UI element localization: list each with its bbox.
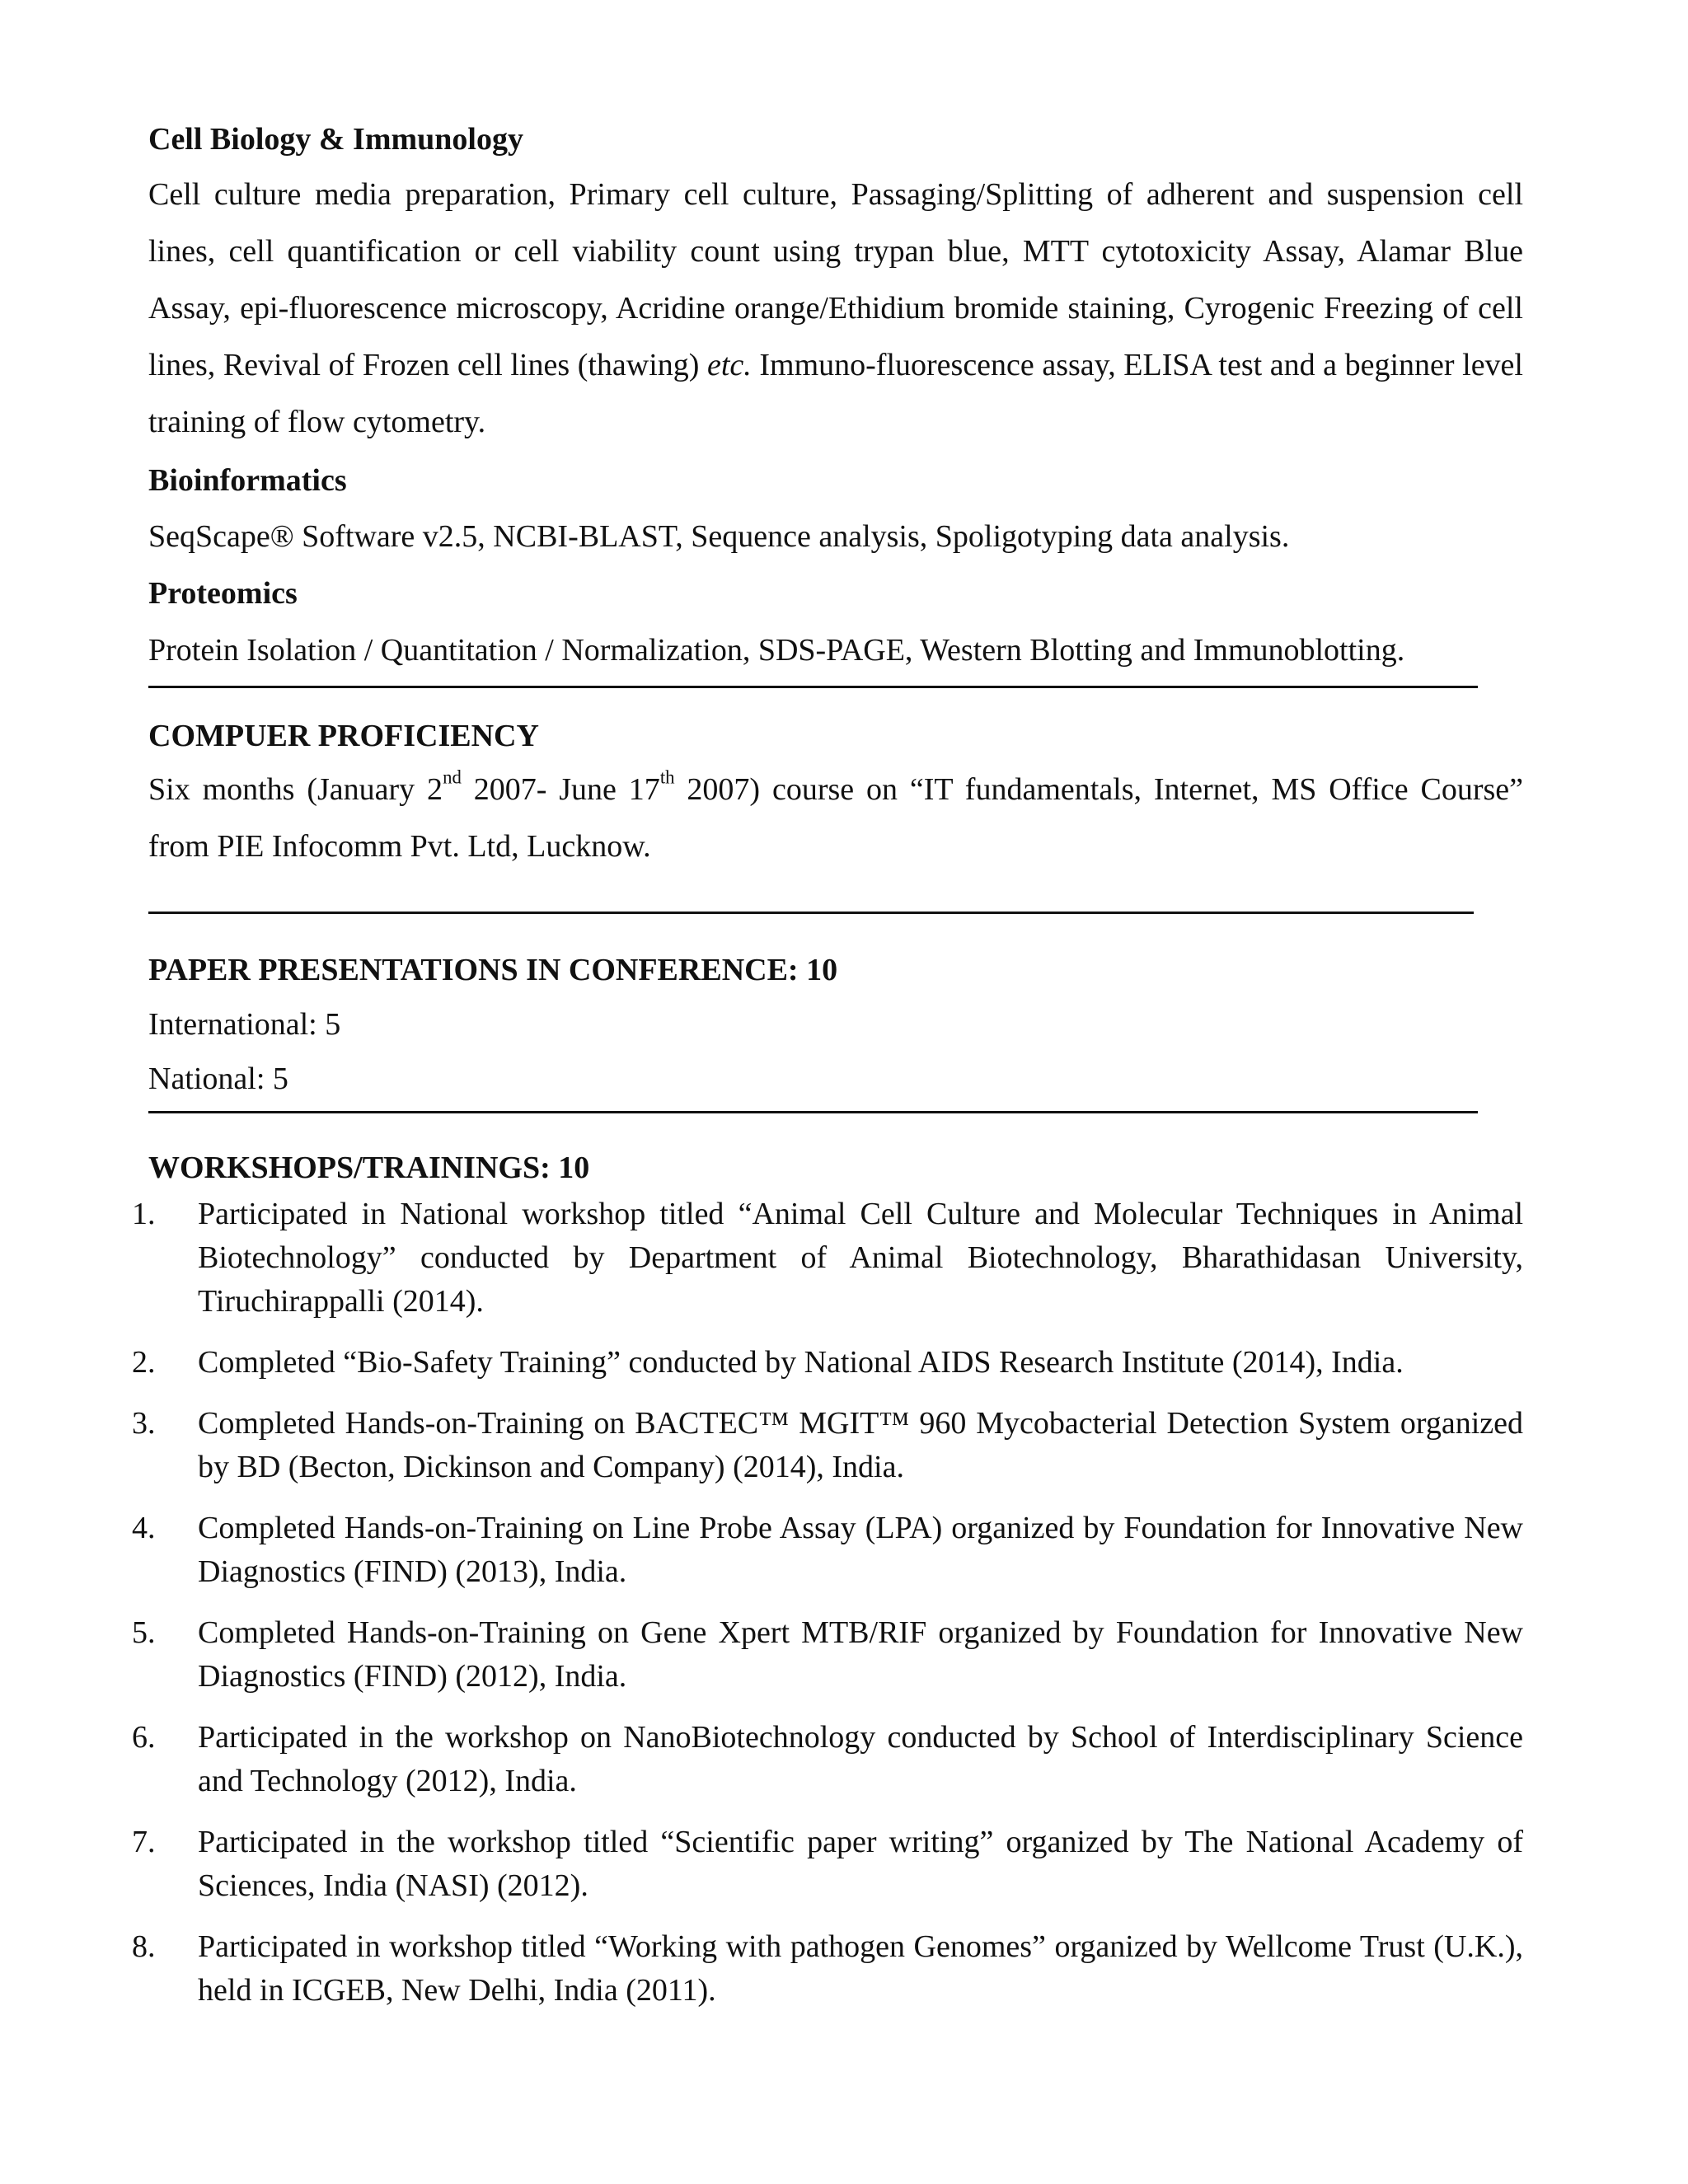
section-divider: [148, 686, 1478, 688]
cp-superscript-th: th: [659, 766, 675, 788]
list-item-text: Completed Hands-on-Training on Gene Xpert MTB/RIF organized by Foundation for Innovative New Diagnostics (FIND) (2012), India.: [198, 1615, 1523, 1694]
cp-text-part2: 2007- June 17: [461, 772, 660, 807]
section-heading-cell-biology: Cell Biology & Immunology: [148, 122, 523, 157]
cell-biology-text-etc: etc.: [707, 348, 752, 382]
section-heading-proteomics: Proteomics: [148, 576, 298, 611]
section-divider: [148, 1111, 1478, 1113]
list-item: [132, 1821, 1523, 1908]
section-heading-workshops: WORKSHOPS/TRAININGS: 10: [148, 1151, 590, 1185]
list-item-number: 6.: [132, 1720, 156, 1755]
list-item-number: 2.: [132, 1345, 156, 1380]
cell-biology-text-main: Cell culture media preparation, Primary cell culture, Passaging/Splitting of adherent and suspension cell lines, cell quantification or cell viability count using trypan blue, MTT cytotoxicity Assay, Alamar Blue Assay, epi-fluorescence microscopy, Acridine orange/Ethidium bromide staining, Cyrogenic Freezing of cell lines, Revival of Frozen cell lines (thawing): [148, 177, 1523, 382]
list-item: [132, 1402, 1523, 1489]
list-item: [132, 1193, 1523, 1324]
bioinformatics-text: SeqScape® Software v2.5, NCBI-BLAST, Sequence analysis, Spoligotyping data analysis.: [148, 519, 1290, 554]
cp-text-part3: 2007) course on “IT fundamentals, Internet, MS Office Course” from PIE Infocomm Pvt. Ltd, Lucknow.: [148, 772, 1523, 864]
list-item-text: Completed “Bio-Safety Training” conducted by National AIDS Research Institute (2014), India.: [198, 1345, 1404, 1380]
section-heading-computer-proficiency: COMPUER PROFICIENCY: [148, 719, 539, 753]
list-item-number: 7.: [132, 1825, 156, 1859]
list-item: [132, 1925, 1523, 2013]
list-item-text: Participated in workshop titled “Working with pathogen Genomes” organized by Wellcome Trust (U.K.), held in ICGEB, New Delhi, India (2011).: [198, 1929, 1523, 2008]
proteomics-text: Protein Isolation / Quantitation / Normalization, SDS-PAGE, Western Blotting and Immunoblotting.: [148, 633, 1405, 668]
list-item-text: Participated in the workshop on NanoBiotechnology conducted by School of Interdisciplinary Science and Technology (2012), India.: [198, 1720, 1523, 1798]
computer-proficiency-text: [148, 762, 1523, 875]
list-item-text: Participated in National workshop titled “Animal Cell Culture and Molecular Techniques in Animal Biotechnology” conducted by Department of Animal Biotechnology, Bharathidasan University, Tiruchirappalli (2014).: [198, 1197, 1523, 1319]
list-item-text: Completed Hands-on-Training on BACTEC™ MGIT™ 960 Mycobacterial Detection System organized by BD (Becton, Dickinson and Company) (2014), India.: [198, 1406, 1523, 1484]
paper-presentations-national: National: 5: [148, 1062, 288, 1096]
cell-biology-text-tail: Immuno-fluorescence assay, ELISA test and a beginner level training of flow cytometry.: [148, 348, 1523, 439]
workshops-list: [132, 1193, 1523, 2030]
list-item-text: Participated in the workshop titled “Scientific paper writing” organized by The National Academy of Sciences, India (NASI) (2012).: [198, 1825, 1523, 1903]
list-item-number: 1.: [132, 1197, 156, 1231]
list-item-number: 8.: [132, 1929, 156, 1964]
list-item-number: 5.: [132, 1615, 156, 1650]
list-item-text: Completed Hands-on-Training on Line Probe Assay (LPA) organized by Foundation for Innovative New Diagnostics (FIND) (2013), India.: [198, 1511, 1523, 1589]
section-divider: [148, 912, 1474, 914]
list-item: [132, 1507, 1523, 1594]
cp-superscript-nd: nd: [443, 766, 462, 788]
cp-text-part1: Six months (January 2: [148, 772, 443, 807]
paper-presentations-international: International: 5: [148, 1007, 341, 1042]
section-heading-bioinformatics: Bioinformatics: [148, 463, 347, 498]
list-item: [132, 1611, 1523, 1699]
section-heading-paper-presentations: PAPER PRESENTATIONS IN CONFERENCE: 10: [148, 953, 838, 987]
cell-biology-text: [148, 166, 1523, 451]
list-item-number: 3.: [132, 1406, 156, 1441]
list-item: [132, 1716, 1523, 1803]
list-item-number: 4.: [132, 1511, 156, 1545]
list-item: [132, 1341, 1523, 1385]
